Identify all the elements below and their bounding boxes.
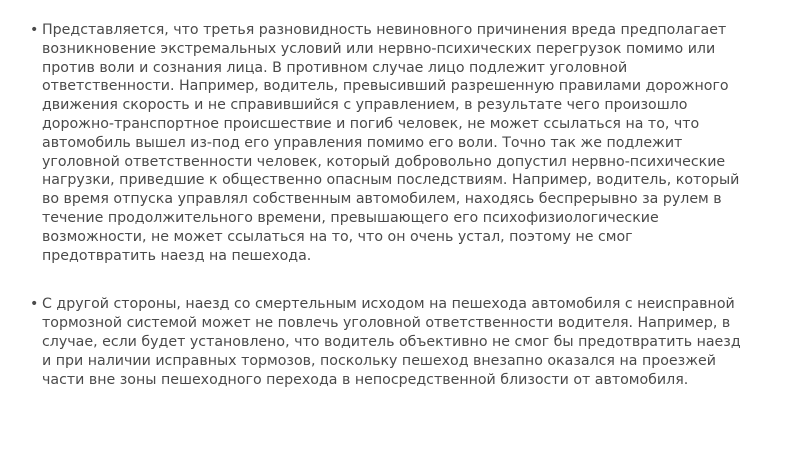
bullet-dot-icon: • [30, 296, 39, 313]
paragraph-text: С другой стороны, наезд со смертельным исходом на пешехода автомобиля с неисправной тормозной системой может не повлечь уголовной ответственности водителя. Например, в случае, если будет установлено, что водитель объективно не смог бы предотвратить наезд и при наличии исправных тормозов, поскольку пешеход внезапно оказался на проезжей части вне зоны пешеходного перехода в непосредственной близости от автомобиля. [42, 296, 741, 388]
bullet-paragraph-2 [30, 295, 746, 389]
bullet-dot-icon: • [30, 22, 39, 38]
paragraph-text: Представляется, что третья разновидность невиновного причинения вреда предполагает возникновение экстремальных условий или нервно-психических перегрузок помимо или против воли и сознания лица. В противном случае лицо подлежит уголовной ответственности. Например, водитель, превысивший разрешенную правилами дорожного движения скорость и не справившийся с управлением, в результате чего произошло дорожно-транспортное происшествие и погиб человек, не может ссылаться на то, что автомобиль вышел из-под его управления помимо его воли. Точно так же подлежит уголовной ответственности человек, который добровольно допустил нервно-психические нагрузки, приведшие к общественно опасным последствиям. Например, водитель, который во время отпуска управлял собственным автомобилем, находясь беспрерывно за рулем в течение продолжительного времени, превышающего его психофизиологические возможности, не может ссылаться на то, что он очень устал, поэтому не смог предотвратить наезд на пешехода. [42, 22, 740, 264]
bullet-list [30, 21, 746, 389]
bullet-paragraph-1 [30, 21, 746, 265]
